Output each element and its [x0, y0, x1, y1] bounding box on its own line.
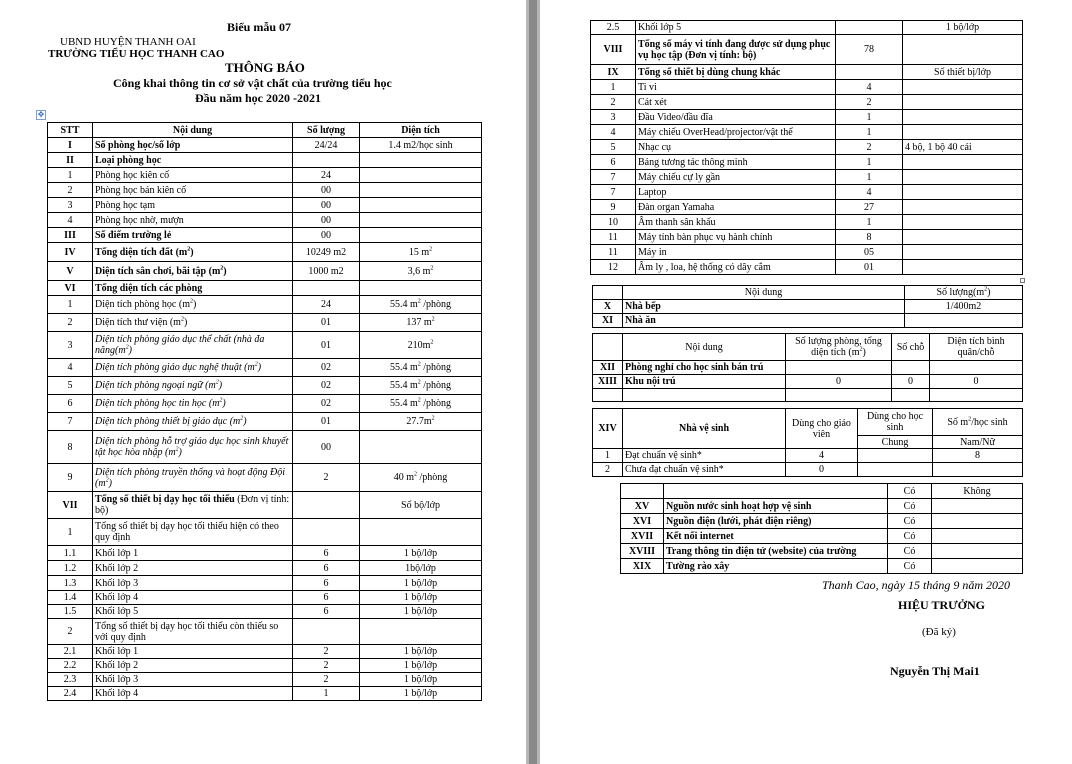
col-noi-dung: Nội dung — [93, 123, 293, 138]
page-1 — [0, 0, 526, 764]
table-row: 2.5 Khối lớp 5 1 bộ/lớp — [591, 21, 1023, 35]
doc-subtitle: Công khai thông tin cơ sở vật chất của trường tiểu học — [113, 76, 392, 90]
signed-note: (Đã ký) — [922, 626, 956, 638]
table-row: 7 Diện tích phòng thiết bị giáo dục $(m^2)$ 01 $27.7m^2$ — [48, 413, 482, 431]
table-row: 7 Máy chiếu cự ly gần 1 — [591, 170, 1023, 185]
table-row: 1.3 Khối lớp 3 6 1 bộ/lớp — [48, 576, 482, 591]
page-2 — [540, 0, 1072, 764]
signer-role: HIỆU TRƯỞNG — [898, 598, 986, 612]
table-row: 1.1 Khối lớp 1 6 1 bộ/lớp — [48, 546, 482, 561]
table-row: III Số điểm trường lẻ 00 — [48, 228, 482, 243]
table-row: 9 Diện tích phòng truyền thống và hoạt động Đội $(m^2)$ 2 40 $m^2$ /phòng — [48, 464, 482, 492]
table-row: 5 Diện tích phòng ngoại ngữ $(m^2)$ 02 55.4 $m^2$ /phòng — [48, 377, 482, 395]
table-row: V Diện tích sân chơi, bãi tập $(m^2)$ 1000 m2 3,6 $m^2$ — [48, 262, 482, 281]
signer-name: Nguyễn Thị Mai1 — [890, 664, 980, 678]
table-row: XVI Nguồn điện (lưới, phát điện riêng) Có — [621, 514, 1023, 529]
table-row: 1 Phòng học kiên cố 24 — [48, 168, 482, 183]
school-name: TRƯỜNG TIỂU HỌC THANH CAO — [48, 48, 225, 60]
table-row: XIII Khu nội trú 0 0 0 — [593, 375, 1023, 389]
table-row: 6 Bảng tương tác thông minh 1 — [591, 155, 1023, 170]
school-year: Đầu năm học 2020 -2021 — [195, 91, 322, 105]
table-row: 11 Máy in 05 — [591, 245, 1023, 260]
col-so-luong: Số lượng — [293, 123, 360, 138]
table-resize-handle[interactable] — [1020, 278, 1025, 283]
table-row: 3 Diện tích phòng giáo dục thể chất (nhà đa $năng(m^2)$ 01 $210m^2$ — [48, 332, 482, 359]
table-row: XVII Kết nối internet Có — [621, 529, 1023, 544]
table-row: IX Tổng số thiết bị dùng chung khác Số thiết bị/lớp — [591, 65, 1023, 80]
table-row: 3 Đầu Video/đầu đĩa 1 — [591, 110, 1023, 125]
table-row: VI Tổng diện tích các phòng — [48, 281, 482, 296]
table-row: XI Nhà ăn — [593, 314, 1023, 328]
table-row: 1.4 Khối lớp 4 6 1 bộ/lớp — [48, 591, 482, 605]
doc-title: THÔNG BÁO — [225, 60, 305, 75]
table-row: 3 Phòng học tạm 00 — [48, 198, 482, 213]
col-dien-tich: Diện tích — [360, 123, 482, 138]
table-row: XII Phòng nghỉ cho học sinh bán trú — [593, 361, 1023, 375]
table-kitchen: Nội dung Số $lượng(m^2)$ X Nhà bếp 1/400m2 XI Nhà ăn — [592, 285, 1023, 328]
table-row: 2.3 Khối lớp 3 2 1 bộ/lớp — [48, 673, 482, 687]
col-stt: STT — [48, 123, 93, 138]
table-facilities-1 — [47, 122, 482, 701]
table-row: 8 Diện tích phòng hỗ trợ giáo dục học sinh khuyết tật học hòa nhập $(m^2)$ 00 — [48, 431, 482, 464]
table-move-handle-icon[interactable]: ✥ — [37, 110, 45, 119]
table-boarding: Nội dung Số lượng phòng, tổng diện tích $(m^2)$ Số chỗ Diện tích bình quân/chỗ XII Phòng nghỉ cho học sinh bán trú XIII Khu nội trú 0 0 0 — [592, 333, 1023, 402]
table-row: 5 Nhạc cụ 2 4 bộ, 1 bộ 40 cái — [591, 140, 1023, 155]
table-row: 6 Diện tích phòng học tin học $(m^2)$ 02 55.4 $m^2$ /phòng — [48, 395, 482, 413]
table-row: I Số phòng học/số lớp 24/24 1.4 m2/học sinh — [48, 138, 482, 153]
table-row: 2 Cát xét 2 — [591, 95, 1023, 110]
page-gutter — [526, 0, 540, 764]
table-row: IV Tổng diện tích đất $(m^2)$ 10249 m2 15 $m^2$ — [48, 243, 482, 262]
table-row: 1 Tổng số thiết bị dạy học tối thiểu hiện có theo quy định — [48, 519, 482, 546]
table-row: 1 Diện tích phòng học $(m^2)$ 24 55.4 $m^2$ /phòng — [48, 296, 482, 314]
table-row: 4 Máy chiếu OverHead/projector/vật thể 1 — [591, 125, 1023, 140]
table-row: 9 Đàn organ Yamaha 27 — [591, 200, 1023, 215]
table-facilities-2 — [590, 20, 1023, 275]
authority: UBND HUYỆN THANH OAI — [60, 36, 196, 48]
form-number: Biểu mẫu 07 — [227, 20, 292, 34]
table-row: 2 Phòng học bán kiên cố 00 — [48, 183, 482, 198]
table-row: 1 Đạt chuẩn vệ sinh* 4 8 — [593, 449, 1023, 463]
table-row: 4 Diện tích phòng giáo dục nghệ thuật $(m^2)$ 02 55.4 $m^2$ /phòng — [48, 359, 482, 377]
table-row: 2 Tổng số thiết bị dạy học tối thiểu còn thiếu so với quy định — [48, 619, 482, 645]
table-row: II Loại phòng học — [48, 153, 482, 168]
table-row: 1.5 Khối lớp 5 6 1 bộ/lớp — [48, 605, 482, 619]
table-row: 2 Chưa đạt chuẩn vệ sinh* 0 — [593, 463, 1023, 477]
table-row: XIX Tường rào xây Có — [621, 559, 1023, 574]
table-row: 1 Ti vi 4 — [591, 80, 1023, 95]
table-row: 10 Âm thanh sân khấu 1 — [591, 215, 1023, 230]
table-row: 2.1 Khối lớp 1 2 1 bộ/lớp — [48, 645, 482, 659]
table-row: VII Tổng số thiết bị dạy học tối thiểu (Đơn vị tính: bộ) Số bộ/lớp — [48, 492, 482, 519]
table-row: X Nhà bếp 1/400m2 — [593, 300, 1023, 314]
table-utilities: Có Không XV Nguồn nước sinh hoạt hợp vệ sinh Có XVI Nguồn điện (lưới, phát điện riêng) Có XVII Kết nối internet Có XVIII Trang thông tin điện tử (website) của trường Có XIX Tường rào xây Có — [620, 483, 1023, 574]
table-row: XVIII Trang thông tin điện tử (website) của trường Có — [621, 544, 1023, 559]
place-date: Thanh Cao, ngày 15 tháng 9 năm 2020 — [822, 578, 1011, 592]
table-row: 2.2 Khối lớp 2 2 1 bộ/lớp — [48, 659, 482, 673]
table-row: 7 Laptop 4 — [591, 185, 1023, 200]
table-row: 2.4 Khối lớp 4 1 1 bộ/lớp — [48, 687, 482, 701]
table-row: XV Nguồn nước sinh hoạt hợp vệ sinh Có — [621, 499, 1023, 514]
table-row: 2 Diện tích thư viện $(m^2)$ 01 137 $m^2$ — [48, 314, 482, 332]
table-row: VIII Tổng số máy vi tính đang được sử dụng phục vụ học tập (Đơn vị tính: bộ) 78 — [591, 35, 1023, 65]
table-row: 4 Phòng học nhờ, mượn 00 — [48, 213, 482, 228]
table-row: 11 Máy tính bàn phục vụ hành chính 8 — [591, 230, 1023, 245]
table-toilets: XIV Nhà vệ sinh Dùng cho giáo viên Dùng cho học sinh Số $m^2$/học sinh Chung Nam/Nữ 1 Đạt chuẩn vệ sinh* 4 8 2 Chưa đạt chuẩn vệ sinh* 0 — [592, 408, 1023, 477]
table-row: 1.2 Khối lớp 2 6 1bộ/lớp — [48, 561, 482, 576]
table-row: 12 Âm ly , loa, hệ thống có dây cắm 01 — [591, 260, 1023, 275]
